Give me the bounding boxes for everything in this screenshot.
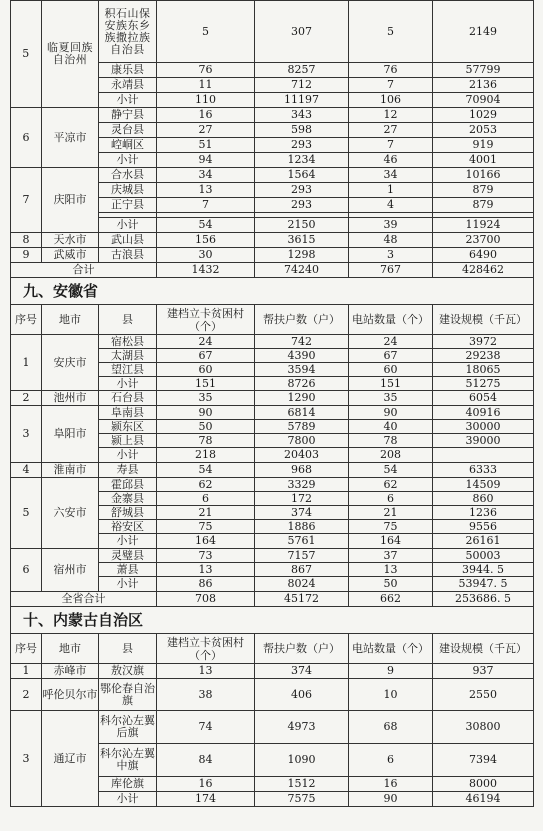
table-cell: 75 [157,520,255,534]
table-cell: 7394 [433,744,534,777]
table-cell: 164 [349,534,433,549]
table-cell: 科尔沁左翼中旗 [99,744,157,777]
table-cell: 9556 [433,520,534,534]
table-cell: 51 [157,138,255,153]
column-header: 建档立卡贫困村（个） [157,634,255,664]
table-cell: 78 [349,434,433,448]
table-cell: 10 [349,679,433,711]
table-cell: 13 [349,563,433,577]
table-cell: 40916 [433,406,534,420]
gansu-table [10,0,534,278]
table-cell: 37 [349,549,433,563]
table-cell: 8 [11,233,42,248]
table-cell: 天水市 [42,233,99,248]
table-cell: 小计 [99,448,157,463]
table-row [11,1,534,63]
table-cell: 919 [433,138,534,153]
table-cell: 46 [349,153,433,168]
table-cell: 406 [255,679,349,711]
table-cell: 742 [255,335,349,349]
table-cell: 4 [11,463,42,478]
table-cell: 54 [349,463,433,478]
table-cell: 860 [433,492,534,506]
table-cell: 70904 [433,93,534,108]
table-cell: 1290 [255,391,349,406]
table-row [11,549,534,563]
table-cell: 13 [157,563,255,577]
column-header: 电站数量（个） [349,305,433,335]
table-cell: 裕安区 [99,520,157,534]
table-cell: 平凉市 [42,108,99,168]
table-cell: 3 [349,248,433,263]
table-cell: 151 [349,377,433,391]
column-header: 县 [99,305,157,335]
header-row [11,305,534,335]
table-cell: 4390 [255,349,349,363]
table-cell [433,448,534,463]
table-cell: 156 [157,233,255,248]
table-cell: 598 [255,123,349,138]
table-cell: 879 [433,198,534,213]
column-header: 序号 [11,305,42,335]
table-cell: 1 [349,183,433,198]
table-cell: 110 [157,93,255,108]
table-cell: 5 [11,478,42,549]
table-cell: 12 [349,108,433,123]
table-cell: 3615 [255,233,349,248]
table-cell: 1298 [255,248,349,263]
table-cell: 86 [157,577,255,592]
table-cell: 60 [157,363,255,377]
table-cell: 萧县 [99,563,157,577]
table-cell: 45172 [255,592,349,607]
table-cell: 灵璧县 [99,549,157,563]
table-cell: 小计 [99,534,157,549]
table-cell: 29238 [433,349,534,363]
table-cell: 8024 [255,577,349,592]
section-title-anhui: 九、安徽省 [10,278,534,304]
table-cell: 六安市 [42,478,99,549]
table-row [11,463,534,478]
table-cell: 3329 [255,478,349,492]
table-cell: 小计 [99,93,157,108]
table-cell: 5789 [255,420,349,434]
table-cell: 1090 [255,744,349,777]
table-cell: 6 [349,744,433,777]
table-cell: 5 [11,1,42,108]
table-cell: 寿县 [99,463,157,478]
table-cell: 35 [157,391,255,406]
table-cell: 9 [349,664,433,679]
table-cell: 73 [157,549,255,563]
table-cell: 6 [11,108,42,168]
table-cell: 67 [157,349,255,363]
table-cell: 8726 [255,377,349,391]
column-header: 地市 [42,305,99,335]
table-cell: 4973 [255,711,349,744]
table-cell: 76 [157,63,255,78]
header-row [11,634,534,664]
table-cell: 34 [157,168,255,183]
table-cell: 石台县 [99,391,157,406]
table-cell: 3 [11,711,42,807]
table-cell: 293 [255,198,349,213]
table-cell: 57799 [433,63,534,78]
table-cell: 174 [157,792,255,807]
table-cell: 1432 [157,263,255,278]
table-cell: 庆阳市 [42,168,99,233]
table-cell: 6814 [255,406,349,420]
table-cell: 霍邱县 [99,478,157,492]
table-cell: 4 [349,198,433,213]
table-cell: 767 [349,263,433,278]
neimenggu-table [10,633,534,807]
table-cell: 6054 [433,391,534,406]
table-cell: 23700 [433,233,534,248]
column-header: 建档立卡贫困村（个） [157,305,255,335]
table-cell: 1 [11,335,42,391]
table-row [11,592,534,607]
table-cell: 937 [433,664,534,679]
table-cell: 10166 [433,168,534,183]
table-cell: 3944. 5 [433,563,534,577]
table-cell: 望江县 [99,363,157,377]
table-cell: 14509 [433,478,534,492]
table-cell: 阜阳市 [42,406,99,463]
table-cell: 879 [433,183,534,198]
section-title-neimenggu: 十、内蒙古自治区 [10,607,534,633]
table-cell: 5761 [255,534,349,549]
table-cell: 7575 [255,792,349,807]
table-cell: 7 [349,138,433,153]
table-cell: 太湖县 [99,349,157,363]
table-cell: 16 [157,108,255,123]
table-cell: 11197 [255,93,349,108]
table-cell: 62 [157,478,255,492]
table-cell: 21 [157,506,255,520]
table-cell: 1564 [255,168,349,183]
table-row [11,391,534,406]
table-cell: 293 [255,183,349,198]
table-cell: 康乐县 [99,63,157,78]
table-cell: 27 [349,123,433,138]
table-cell: 8000 [433,777,534,792]
table-cell: 68 [349,711,433,744]
table-cell: 90 [349,406,433,420]
table-cell: 宿松县 [99,335,157,349]
table-cell: 金寨县 [99,492,157,506]
table-cell: 永靖县 [99,78,157,93]
table-row [11,233,534,248]
table-cell: 2053 [433,123,534,138]
table-cell: 3594 [255,363,349,377]
table-row [11,406,534,420]
table-cell: 712 [255,78,349,93]
table-cell: 30 [157,248,255,263]
table-cell: 218 [157,448,255,463]
table-cell: 7800 [255,434,349,448]
table-cell: 颍上县 [99,434,157,448]
table-cell: 2550 [433,679,534,711]
table-cell: 合计 [11,263,157,278]
table-cell: 2136 [433,78,534,93]
table-cell: 428462 [433,263,534,278]
table-cell: 50003 [433,549,534,563]
table-cell: 50 [157,420,255,434]
table-cell: 90 [157,406,255,420]
table-cell: 敖汉旗 [99,664,157,679]
table-cell: 古浪县 [99,248,157,263]
table-cell: 11924 [433,218,534,233]
table-cell: 30800 [433,711,534,744]
table-row [11,664,534,679]
column-header: 帮扶户数（户） [255,305,349,335]
table-cell: 1512 [255,777,349,792]
table-cell: 9 [11,248,42,263]
table-row [11,168,534,183]
table-cell: 293 [255,138,349,153]
table-cell: 1236 [433,506,534,520]
table-cell: 积石山保安族东乡族撒拉族自治县 [99,1,157,63]
table-cell: 84 [157,744,255,777]
table-cell: 307 [255,1,349,63]
table-cell: 21 [349,506,433,520]
table-cell: 静宁县 [99,108,157,123]
table-cell: 24 [349,335,433,349]
table-cell: 2 [11,679,42,711]
table-cell: 7 [11,168,42,233]
table-cell: 6490 [433,248,534,263]
table-cell: 53947. 5 [433,577,534,592]
table-cell: 赤峰市 [42,664,99,679]
table-cell: 26161 [433,534,534,549]
table-cell: 708 [157,592,255,607]
table-row [11,711,534,744]
table-cell: 小计 [99,218,157,233]
table-cell: 颍东区 [99,420,157,434]
table-cell: 小计 [99,792,157,807]
table-cell: 968 [255,463,349,478]
table-cell: 小计 [99,153,157,168]
table-cell: 253686. 5 [433,592,534,607]
table-cell: 1 [11,664,42,679]
table-cell: 武威市 [42,248,99,263]
table-cell: 武山县 [99,233,157,248]
table-cell: 13 [157,664,255,679]
table-cell: 40 [349,420,433,434]
column-header: 建设规模（千瓦） [433,305,534,335]
table-cell: 6333 [433,463,534,478]
table-cell: 2149 [433,1,534,63]
table-cell: 正宁县 [99,198,157,213]
table-row [11,108,534,123]
table-cell: 8257 [255,63,349,78]
table-cell: 全省合计 [11,592,157,607]
table-row [11,679,534,711]
table-cell: 庆城县 [99,183,157,198]
table-cell: 合水县 [99,168,157,183]
column-header: 序号 [11,634,42,664]
table-cell: 安庆市 [42,335,99,391]
table-cell: 3972 [433,335,534,349]
table-cell: 48 [349,233,433,248]
table-cell: 18065 [433,363,534,377]
table-cell: 20403 [255,448,349,463]
table-cell: 11 [157,78,255,93]
table-cell: 小计 [99,577,157,592]
table-cell: 62 [349,478,433,492]
table-cell: 374 [255,506,349,520]
table-cell: 鄂伦春自治旗 [99,679,157,711]
anhui-table [10,304,534,607]
table-cell: 867 [255,563,349,577]
table-cell: 208 [349,448,433,463]
table-cell: 通辽市 [42,711,99,807]
table-cell: 6 [157,492,255,506]
table-cell: 75 [349,520,433,534]
table-cell: 78 [157,434,255,448]
table-cell: 宿州市 [42,549,99,592]
table-cell: 4001 [433,153,534,168]
table-cell: 51275 [433,377,534,391]
table-cell: 池州市 [42,391,99,406]
table-cell: 46194 [433,792,534,807]
table-cell: 74 [157,711,255,744]
table-cell: 7157 [255,549,349,563]
table-cell: 2 [11,391,42,406]
table-cell: 54 [157,463,255,478]
table-cell: 27 [157,123,255,138]
table-cell: 374 [255,664,349,679]
table-cell: 39000 [433,434,534,448]
table-cell: 小计 [99,377,157,391]
table-cell: 35 [349,391,433,406]
table-cell: 90 [349,792,433,807]
table-row [11,478,534,492]
table-cell: 34 [349,168,433,183]
table-cell: 7 [157,198,255,213]
table-cell: 30000 [433,420,534,434]
table-cell: 呼伦贝尔市 [42,679,99,711]
table-cell: 172 [255,492,349,506]
table-cell: 74240 [255,263,349,278]
column-header: 帮扶户数（户） [255,634,349,664]
table-cell: 1029 [433,108,534,123]
table-cell: 舒城县 [99,506,157,520]
table-cell: 5 [349,1,433,63]
table-cell: 5 [157,1,255,63]
table-cell: 科尔沁左翼后旗 [99,711,157,744]
table-row [11,248,534,263]
table-cell: 阜南县 [99,406,157,420]
column-header: 地市 [42,634,99,664]
table-cell: 6 [349,492,433,506]
column-header: 电站数量（个） [349,634,433,664]
table-cell: 7 [349,78,433,93]
table-cell: 淮南市 [42,463,99,478]
table-cell: 662 [349,592,433,607]
table-cell: 39 [349,218,433,233]
table-cell: 94 [157,153,255,168]
table-cell: 灵台县 [99,123,157,138]
table-cell: 106 [349,93,433,108]
table-cell: 38 [157,679,255,711]
table-cell: 1886 [255,520,349,534]
table-row [11,263,534,278]
table-cell: 2150 [255,218,349,233]
table-cell: 1234 [255,153,349,168]
table-cell: 24 [157,335,255,349]
table-cell: 16 [157,777,255,792]
table-cell: 50 [349,577,433,592]
table-cell: 164 [157,534,255,549]
table-cell: 临夏回族自治州 [42,1,99,108]
table-cell: 库伦旗 [99,777,157,792]
column-header: 建设规模（千瓦） [433,634,534,664]
column-header: 县 [99,634,157,664]
table-cell: 6 [11,549,42,592]
table-cell: 3 [11,406,42,463]
table-cell: 崆峒区 [99,138,157,153]
table-cell: 67 [349,349,433,363]
table-cell: 151 [157,377,255,391]
table-row [11,335,534,349]
table-cell: 343 [255,108,349,123]
table-cell: 54 [157,218,255,233]
table-cell: 13 [157,183,255,198]
table-cell: 16 [349,777,433,792]
table-cell: 76 [349,63,433,78]
table-cell: 60 [349,363,433,377]
